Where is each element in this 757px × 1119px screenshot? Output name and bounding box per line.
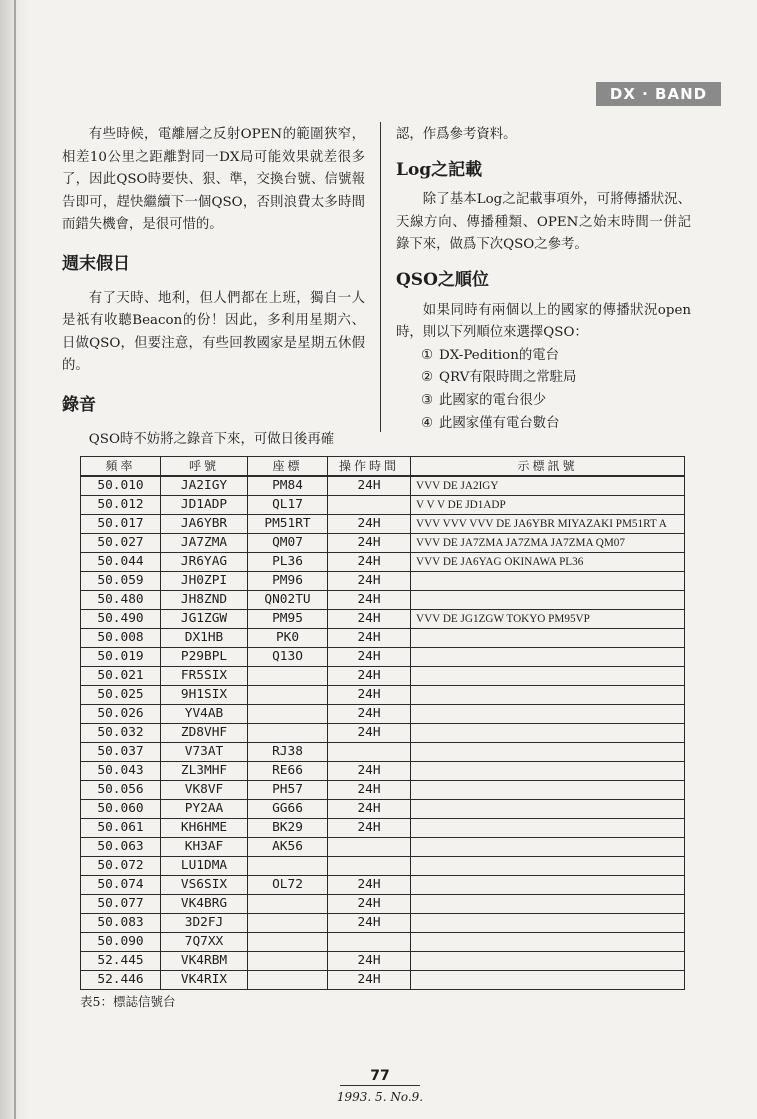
cell-message [411,762,685,781]
cell-grid: PL36 [248,553,328,572]
table-row [81,781,685,800]
cell-frequency: 50.032 [81,724,161,743]
cell-time: 24H [328,553,411,572]
paragraph-weekend: 有了天時、地利，但人們都在上班，獨自一人是祇有收聽Beacon的份！因此，多利用星期六、日做QSO，但要注意，有些回教國家是星期五休假的。 [62,290,365,374]
cell-time: 24H [328,686,411,705]
cell-time [328,838,411,857]
beacon-table-body [81,476,685,990]
cell-message [411,933,685,952]
cell-message [411,629,685,648]
cell-time: 24H [328,762,411,781]
cell-message [411,648,685,667]
cell-frequency: 50.025 [81,686,161,705]
table-caption: 表5：標誌信號台 [80,994,176,1009]
cell-callsign: 7Q7XX [161,933,248,952]
table-row [81,933,685,952]
cell-callsign: VK4RIX [161,971,248,990]
cell-time: 24H [328,800,411,819]
heading-qso-order: QSO之順位 [396,269,489,290]
cell-time [328,496,411,515]
cell-frequency: 50.059 [81,572,161,591]
table-row [81,914,685,933]
cell-callsign: 3D2FJ [161,914,248,933]
cell-frequency: 50.074 [81,876,161,895]
priority-list [396,345,691,435]
left-column [62,124,365,451]
cell-callsign: JA2IGY [161,476,248,496]
cell-frequency: 50.056 [81,781,161,800]
cell-grid: PM95 [248,610,328,629]
table-row [81,591,685,610]
cell-callsign: KH3AF [161,838,248,857]
list-item: ③ 此國家的電台很少 [421,392,547,408]
cell-grid [248,724,328,743]
cell-message [411,895,685,914]
cell-message: VVV DE JA6YAG OKINAWA PL36 [411,553,685,572]
cell-message: VVV DE JG1ZGW TOKYO PM95VP [411,610,685,629]
cell-callsign: VS6SIX [161,876,248,895]
cell-time [328,857,411,876]
cell-callsign: VK4BRG [161,895,248,914]
cell-grid [248,914,328,933]
cell-message [411,857,685,876]
cell-message [411,667,685,686]
cell-frequency: 50.061 [81,819,161,838]
cell-callsign: V73AT [161,743,248,762]
beacon-table [80,456,685,990]
cell-time: 24H [328,781,411,800]
list-item: ② QRV有限時間之常駐局 [421,370,577,386]
cell-message [411,838,685,857]
cell-message: VVV DE JA2IGY [411,476,685,496]
cell-message: V V V DE JD1ADP [411,496,685,515]
header-operating-time: 操作時間 [328,457,411,477]
cell-time: 24H [328,476,411,496]
heading-log: Log之記載 [396,159,483,180]
table-row [81,952,685,971]
cell-frequency: 50.021 [81,667,161,686]
cell-frequency: 52.446 [81,971,161,990]
cell-frequency: 50.490 [81,610,161,629]
paragraph-propagation: 有些時候，電離層之反射OPEN的範圍狹窄，相差10公里之距離對同一DX局可能效果就差很多了，因此QSO時要快、狠、準，交換台號、信號報告即可，趕快繼續下一個QSO，否則浪費太多時間而錯失機會，是很可惜的。 [62,127,365,233]
cell-message: VVV VVV VVV DE JA6YBR MIYAZAKI PM51RT A [411,515,685,534]
table-row [81,876,685,895]
list-item: ① DX-Pedition的電台 [421,347,560,363]
cell-grid [248,933,328,952]
cell-grid: OL72 [248,876,328,895]
cell-grid: QN02TU [248,591,328,610]
cell-message [411,800,685,819]
cell-grid: GG66 [248,800,328,819]
page-number: 77 [340,1068,420,1086]
cell-frequency: 50.072 [81,857,161,876]
table-row [81,515,685,534]
paragraph-recording: QSO時不妨將之錄音下來，可做日後再確 [88,431,335,447]
cell-frequency: 52.445 [81,952,161,971]
cell-grid [248,705,328,724]
cell-time: 24H [328,572,411,591]
cell-grid: Q13O [248,648,328,667]
cell-message [411,781,685,800]
cell-frequency: 50.063 [81,838,161,857]
cell-time: 24H [328,914,411,933]
table-row [81,971,685,990]
cell-grid: AK56 [248,838,328,857]
cell-frequency: 50.037 [81,743,161,762]
cell-callsign: LU1DMA [161,857,248,876]
list-item: ④ 此國家僅有電台數台 [421,415,560,431]
table-row [81,476,685,496]
table-row [81,648,685,667]
cell-grid: QM07 [248,534,328,553]
cell-frequency: 50.027 [81,534,161,553]
cell-time: 24H [328,952,411,971]
cell-callsign: JR6YAG [161,553,248,572]
cell-frequency: 50.083 [81,914,161,933]
cell-time: 24H [328,610,411,629]
header-callsign: 呼號 [161,457,248,477]
cell-callsign: JA7ZMA [161,534,248,553]
cell-grid [248,971,328,990]
cell-time: 24H [328,648,411,667]
cell-grid: PM84 [248,476,328,496]
cell-time [328,933,411,952]
cell-message [411,572,685,591]
table-row [81,800,685,819]
cell-grid [248,857,328,876]
heading-weekend: 週末假日 [62,253,130,274]
cell-message [411,876,685,895]
cell-callsign: P29BPL [161,648,248,667]
cell-callsign: JH8ZND [161,591,248,610]
cell-callsign: KH6HME [161,819,248,838]
cell-callsign: ZL3MHF [161,762,248,781]
cell-time: 24H [328,971,411,990]
section-tab: DX · BAND [596,82,721,106]
cell-grid: BK29 [248,819,328,838]
table-row [81,724,685,743]
table-row [81,629,685,648]
cell-callsign: JH0ZPI [161,572,248,591]
cell-frequency: 50.017 [81,515,161,534]
cell-grid: RJ38 [248,743,328,762]
cell-message [411,724,685,743]
cell-time: 24H [328,591,411,610]
cell-callsign: DX1HB [161,629,248,648]
cell-time: 24H [328,534,411,553]
cell-time: 24H [328,895,411,914]
table-row [81,572,685,591]
cell-grid: RE66 [248,762,328,781]
cell-callsign: VK4RBM [161,952,248,971]
cell-message [411,952,685,971]
cell-frequency: 50.077 [81,895,161,914]
heading-recording: 錄音 [62,394,96,415]
cell-callsign: FR5SIX [161,667,248,686]
cell-frequency: 50.043 [81,762,161,781]
cell-frequency: 50.480 [81,591,161,610]
cell-callsign: 9H1SIX [161,686,248,705]
cell-grid: PH57 [248,781,328,800]
cell-message [411,914,685,933]
table-row [81,553,685,572]
cell-grid [248,686,328,705]
cell-message [411,971,685,990]
cell-grid [248,952,328,971]
cell-message: VVV DE JA7ZMA JA7ZMA JA7ZMA QM07 [411,534,685,553]
cell-grid: PM96 [248,572,328,591]
cell-grid [248,895,328,914]
cell-frequency: 50.010 [81,476,161,496]
table-row [81,819,685,838]
cell-time: 24H [328,724,411,743]
cell-message [411,819,685,838]
cell-frequency: 50.019 [81,648,161,667]
table-header-row [81,457,685,477]
cell-callsign: JD1ADP [161,496,248,515]
cell-message [411,743,685,762]
cell-grid: QL17 [248,496,328,515]
table-row [81,686,685,705]
cell-frequency: 50.060 [81,800,161,819]
paragraph-continued: 認，作爲參考資料。 [396,127,517,142]
header-frequency: 頻率 [81,457,161,477]
cell-time [328,743,411,762]
cell-callsign: YV4AB [161,705,248,724]
paragraph-qso-order: 如果同時有兩個以上的國家的傳播狀況open時，則以下列順位來選擇QSO： [396,302,691,341]
cell-grid: PK0 [248,629,328,648]
cell-message [411,705,685,724]
cell-time: 24H [328,705,411,724]
cell-frequency: 50.012 [81,496,161,515]
table-row [81,857,685,876]
header-grid-locator: 座標 [248,457,328,477]
cell-frequency: 50.008 [81,629,161,648]
cell-time: 24H [328,515,411,534]
cell-frequency: 50.044 [81,553,161,572]
binding-line [14,0,16,1119]
right-column [396,124,691,435]
paragraph-log: 除了基本Log之記載事項外，可將傳播狀況、天線方向、傳播種類、OPEN之始末時間一併記錄下來，做爲下次QSO之參考。 [396,192,691,253]
column-divider [380,122,381,432]
cell-message [411,591,685,610]
cell-frequency: 50.026 [81,705,161,724]
cell-grid: PM51RT [248,515,328,534]
issue-line: 1993. 5. No.9. [336,1090,424,1104]
cell-frequency: 50.090 [81,933,161,952]
cell-callsign: JA6YBR [161,515,248,534]
cell-time: 24H [328,629,411,648]
cell-message [411,686,685,705]
cell-callsign: JG1ZGW [161,610,248,629]
table-row [81,838,685,857]
table-row [81,743,685,762]
cell-callsign: VK8VF [161,781,248,800]
table-row [81,895,685,914]
cell-time: 24H [328,876,411,895]
table-row [81,667,685,686]
table-row [81,705,685,724]
cell-grid [248,667,328,686]
header-beacon-message: 示標訊號 [411,457,685,477]
cell-callsign: ZD8VHF [161,724,248,743]
cell-callsign: PY2AA [161,800,248,819]
table-row [81,534,685,553]
table-row [81,762,685,781]
cell-time: 24H [328,667,411,686]
cell-time: 24H [328,819,411,838]
table-row [81,610,685,629]
table-row [81,496,685,515]
